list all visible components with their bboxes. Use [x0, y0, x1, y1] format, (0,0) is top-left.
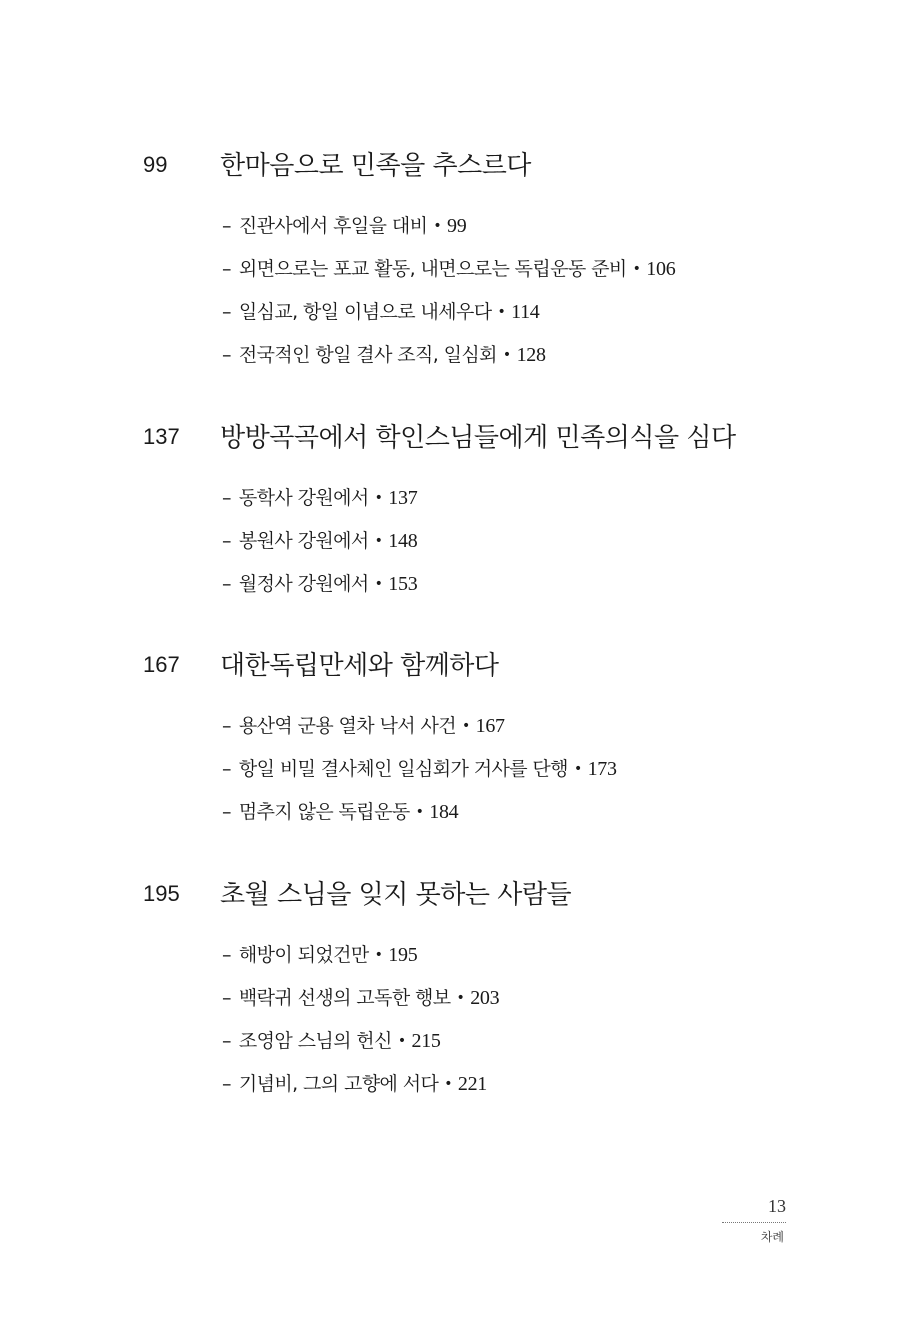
chapter-page-number: 195 [143, 881, 180, 906]
bullet-glyph: • [444, 1076, 452, 1092]
dash-glyph: – [222, 944, 231, 966]
bullet-glyph: • [433, 218, 441, 234]
chapter-page-number: 167 [143, 652, 180, 677]
toc-item-text: 진관사에서 후일을 대비 [238, 215, 428, 237]
toc-item [222, 977, 499, 1020]
chapter-item-list [222, 934, 499, 1106]
chapter-title: 대한독립만세와 함께하다 [220, 651, 499, 681]
chapter-item-list [222, 477, 417, 606]
toc-item-text: 항일 비밀 결사체인 일심회가 거사를 단행 [238, 758, 568, 780]
toc-item-page: 221 [457, 1073, 487, 1095]
toc-item-text: 월정사 강원에서 [238, 573, 369, 595]
toc-item-page: 184 [429, 801, 459, 823]
dash-glyph: – [222, 487, 231, 509]
toc-item-text: 기념비, 그의 고향에 서다 [238, 1073, 439, 1095]
toc-item [222, 291, 675, 334]
chapter-title: 방방곡곡에서 학인스님들에게 민족의식을 심다 [220, 423, 736, 453]
toc-item [222, 205, 675, 248]
toc-item [222, 705, 617, 748]
page-number: 13 [768, 1196, 786, 1216]
bullet-glyph: • [374, 947, 383, 963]
bullet-glyph: • [374, 490, 383, 506]
toc-item [222, 748, 617, 791]
toc-item-text: 조영암 스님의 헌신 [238, 1030, 392, 1052]
chapter-title: 한마음으로 민족을 추스르다 [220, 151, 531, 181]
toc-item [222, 563, 417, 606]
toc-item [222, 1020, 499, 1063]
toc-item [222, 334, 675, 377]
toc-item-text: 외면으로는 포교 활동, 내면으로는 독립운동 준비 [238, 258, 627, 280]
bullet-glyph: • [374, 533, 383, 549]
bullet-glyph: • [632, 261, 641, 277]
toc-item [222, 477, 417, 520]
dash-glyph: – [222, 987, 231, 1009]
toc-item [222, 1063, 499, 1106]
dash-glyph: – [222, 344, 231, 366]
bullet-glyph: • [456, 990, 465, 1006]
toc-item-page: 148 [388, 530, 418, 552]
toc-item-page: 215 [411, 1030, 441, 1052]
toc-item-page: 195 [388, 944, 418, 966]
toc-item [222, 791, 617, 834]
toc-item-page: 173 [587, 758, 617, 780]
toc-item [222, 934, 499, 977]
toc-item-text: 봉원사 강원에서 [238, 530, 369, 552]
bullet-glyph: • [397, 1033, 406, 1049]
toc-item-text: 전국적인 항일 결사 조직, 일심회 [238, 344, 497, 366]
running-footer-label: 차례 [760, 1230, 784, 1244]
toc-item [222, 248, 675, 291]
toc-item-text: 동학사 강원에서 [238, 487, 369, 509]
dash-glyph: – [222, 715, 231, 737]
toc-item-page: 203 [470, 987, 500, 1009]
dash-glyph: – [222, 301, 231, 323]
bullet-glyph: • [502, 347, 511, 363]
toc-item-page: 137 [388, 487, 418, 509]
chapter-title: 초월 스님을 잊지 못하는 사람들 [220, 880, 572, 910]
dash-glyph: – [222, 1073, 231, 1095]
chapter-item-list [222, 705, 617, 834]
toc-item-page: 99 [447, 215, 467, 237]
bullet-glyph: • [461, 718, 470, 734]
dash-glyph: – [222, 215, 231, 237]
footer-dotted-rule [722, 1222, 786, 1223]
bullet-glyph: • [573, 761, 582, 777]
chapter-page-number: 137 [143, 424, 180, 449]
bullet-glyph: • [374, 576, 383, 592]
dash-glyph: – [222, 758, 231, 780]
toc-item-page: 167 [475, 715, 505, 737]
toc-item-text: 멈추지 않은 독립운동 [238, 801, 410, 823]
chapter-item-list [222, 205, 675, 377]
toc-item-page: 114 [511, 301, 540, 323]
dash-glyph: – [222, 530, 231, 552]
bullet-glyph: • [415, 804, 424, 820]
toc-item [222, 520, 417, 563]
chapter-page-number: 99 [143, 152, 168, 177]
bullet-glyph: • [497, 304, 506, 320]
toc-item-page: 153 [388, 573, 418, 595]
dash-glyph: – [222, 258, 231, 280]
dash-glyph: – [222, 801, 231, 823]
toc-item-page: 128 [516, 344, 546, 366]
toc-item-page: 106 [646, 258, 676, 280]
toc-item-text: 용산역 군용 열차 낙서 사건 [238, 715, 456, 737]
toc-item-text: 백락귀 선생의 고독한 행보 [238, 987, 451, 1009]
dash-glyph: – [222, 573, 231, 595]
dash-glyph: – [222, 1030, 231, 1052]
toc-item-text: 일심교, 항일 이념으로 내세우다 [238, 301, 492, 323]
toc-item-text: 해방이 되었건만 [238, 944, 369, 966]
